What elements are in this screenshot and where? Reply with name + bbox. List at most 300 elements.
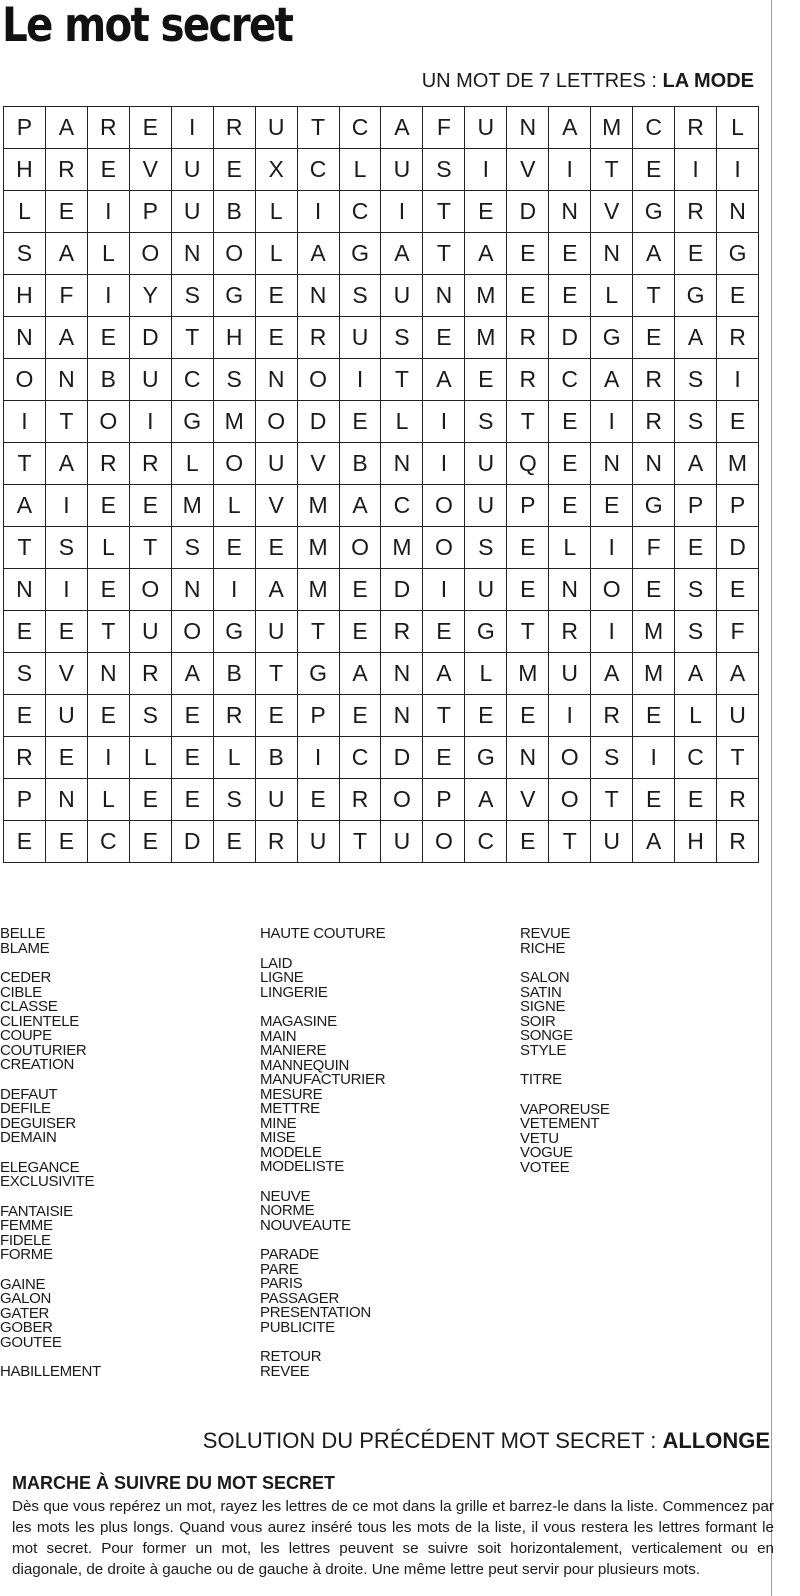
grid-cell[interactable]: L [4,191,46,233]
grid-cell[interactable]: O [4,359,46,401]
grid-cell[interactable]: M [465,317,507,359]
word-list-item[interactable]: PUBLICITE [260,1318,335,1336]
grid-cell[interactable]: E [633,149,675,191]
grid-cell[interactable]: D [549,317,591,359]
grid-cell[interactable]: S [130,695,172,737]
grid-cell[interactable]: E [172,737,214,779]
grid-cell[interactable]: I [423,443,465,485]
grid-cell[interactable]: H [675,821,717,863]
grid-cell[interactable]: C [88,821,130,863]
word-list-item[interactable]: VAPOREUSE [520,1100,610,1118]
grid-cell[interactable]: M [214,401,256,443]
word-list-item[interactable]: PRESENTATION [260,1304,371,1321]
word-list-item[interactable]: PARIS [260,1275,303,1292]
grid-cell[interactable]: N [423,275,465,317]
word-list-item[interactable]: VETEMENT [520,1115,600,1132]
grid-cell[interactable]: U [465,485,507,527]
grid-cell[interactable]: C [340,737,382,779]
grid-cell[interactable]: N [717,191,759,233]
grid-cell[interactable]: I [4,401,46,443]
grid-cell[interactable]: U [549,653,591,695]
grid-cell[interactable]: X [256,149,298,191]
grid-cell[interactable]: N [256,359,298,401]
grid-cell[interactable]: O [423,485,465,527]
grid-cell[interactable]: N [4,569,46,611]
grid-cell[interactable]: U [130,359,172,401]
word-list-item[interactable]: LAID [260,954,293,972]
grid-cell[interactable]: N [591,443,633,485]
grid-cell[interactable]: E [46,737,88,779]
word-list-item[interactable]: HABILLEMENT [0,1363,101,1380]
grid-cell[interactable]: G [675,275,717,317]
grid-cell[interactable]: U [465,443,507,485]
grid-cell[interactable]: P [4,107,46,149]
grid-cell[interactable]: R [214,107,256,149]
word-list-item[interactable]: MAGASINE [260,1013,337,1030]
grid-cell[interactable]: T [4,443,46,485]
grid-cell[interactable]: N [633,443,675,485]
grid-cell[interactable]: O [340,527,382,569]
grid-cell[interactable]: E [46,821,88,863]
grid-cell[interactable]: E [507,695,549,737]
grid-cell[interactable]: M [172,485,214,527]
grid-cell[interactable]: O [549,737,591,779]
grid-cell[interactable]: R [717,821,759,863]
grid-cell[interactable]: E [507,821,549,863]
word-list-item[interactable]: MISE [260,1129,296,1146]
grid-cell[interactable]: D [130,317,172,359]
grid-cell[interactable]: N [46,359,88,401]
grid-cell[interactable]: E [549,485,591,527]
grid-cell[interactable]: E [4,611,46,653]
grid-cell[interactable]: T [88,611,130,653]
grid-cell[interactable]: I [298,737,340,779]
grid-cell[interactable]: P [130,191,172,233]
grid-cell[interactable]: R [507,317,549,359]
word-list-item[interactable]: FEMME [0,1217,53,1234]
word-list-item[interactable]: SATIN [520,983,562,1001]
grid-cell[interactable]: C [633,107,675,149]
grid-cell[interactable]: O [423,527,465,569]
grid-cell[interactable]: Y [130,275,172,317]
grid-cell[interactable]: I [381,191,423,233]
word-list-item[interactable]: MANNEQUIN [260,1056,349,1074]
grid-cell[interactable]: E [465,359,507,401]
grid-cell[interactable]: I [88,275,130,317]
grid-cell[interactable]: F [46,275,88,317]
grid-cell[interactable]: L [465,653,507,695]
grid-cell[interactable]: L [549,527,591,569]
grid-cell[interactable]: R [88,443,130,485]
word-list-item[interactable]: GATER [0,1304,50,1322]
word-list-item[interactable]: NORME [260,1202,315,1219]
grid-cell[interactable]: V [591,191,633,233]
grid-cell[interactable]: L [88,527,130,569]
grid-cell[interactable]: P [507,485,549,527]
grid-cell[interactable]: M [298,527,340,569]
word-list-item[interactable]: VOGUE [520,1144,573,1161]
grid-cell[interactable]: G [172,401,214,443]
grid-cell[interactable]: N [549,569,591,611]
grid-cell[interactable]: T [633,275,675,317]
grid-cell[interactable]: A [381,233,423,275]
grid-cell[interactable]: E [130,485,172,527]
grid-cell[interactable]: H [4,275,46,317]
word-list-item[interactable]: LIGNE [260,969,304,986]
grid-cell[interactable]: T [4,527,46,569]
grid-cell[interactable]: O [298,359,340,401]
word-list-item[interactable]: REVEE [260,1362,310,1380]
grid-cell[interactable]: E [88,569,130,611]
grid-cell[interactable]: R [717,317,759,359]
grid-cell[interactable]: I [591,527,633,569]
grid-cell[interactable]: G [214,275,256,317]
grid-cell[interactable]: T [549,821,591,863]
word-list-item[interactable]: REVUE [520,925,571,942]
word-list-item[interactable]: DEFAUT [0,1085,58,1103]
word-list-item[interactable]: SOIR [520,1012,556,1030]
grid-cell[interactable]: A [256,569,298,611]
grid-cell[interactable]: A [717,653,759,695]
grid-cell[interactable]: A [423,653,465,695]
grid-cell[interactable]: S [172,275,214,317]
grid-cell[interactable]: I [46,485,88,527]
word-list-item[interactable]: ELEGANCE [0,1158,80,1176]
grid-cell[interactable]: B [214,191,256,233]
grid-cell[interactable]: H [214,317,256,359]
grid-cell[interactable]: T [423,191,465,233]
grid-cell[interactable]: R [130,653,172,695]
grid-cell[interactable]: I [130,401,172,443]
grid-cell[interactable]: R [591,695,633,737]
grid-cell[interactable]: S [675,569,717,611]
word-list-item[interactable]: DEGUISER [0,1114,76,1132]
grid-cell[interactable]: R [340,779,382,821]
grid-cell[interactable]: E [633,779,675,821]
grid-cell[interactable]: E [507,569,549,611]
word-list-item[interactable]: PARADE [260,1246,319,1263]
grid-cell[interactable]: I [172,107,214,149]
grid-cell[interactable]: T [340,821,382,863]
grid-cell[interactable]: T [591,149,633,191]
grid-cell[interactable]: G [465,737,507,779]
grid-cell[interactable]: I [633,737,675,779]
grid-cell[interactable]: A [633,233,675,275]
word-list-item[interactable]: MESURE [260,1085,323,1103]
grid-cell[interactable]: S [675,611,717,653]
grid-cell[interactable]: E [591,485,633,527]
grid-cell[interactable]: M [298,485,340,527]
grid-cell[interactable]: G [214,611,256,653]
grid-cell[interactable]: S [465,401,507,443]
grid-cell[interactable]: E [340,695,382,737]
word-list-item[interactable]: PASSAGER [260,1289,340,1307]
grid-cell[interactable]: A [46,107,88,149]
grid-cell[interactable]: U [717,695,759,737]
grid-cell[interactable]: A [591,359,633,401]
grid-cell[interactable]: T [298,611,340,653]
grid-cell[interactable]: R [381,611,423,653]
grid-cell[interactable]: S [423,149,465,191]
word-list-item[interactable]: GOBER [0,1319,53,1336]
grid-cell[interactable]: S [214,359,256,401]
grid-cell[interactable]: A [465,233,507,275]
grid-cell[interactable]: E [340,401,382,443]
grid-cell[interactable]: S [381,317,423,359]
grid-cell[interactable]: E [88,695,130,737]
word-list-item[interactable]: FIDELE [0,1231,51,1249]
grid-cell[interactable]: E [549,443,591,485]
word-list-item[interactable]: MINE [260,1114,297,1132]
grid-cell[interactable]: E [675,233,717,275]
grid-cell[interactable]: E [717,569,759,611]
grid-cell[interactable]: G [633,485,675,527]
grid-cell[interactable]: U [298,821,340,863]
grid-cell[interactable]: B [256,737,298,779]
word-list-item[interactable]: TITRE [520,1071,562,1088]
grid-cell[interactable]: O [591,569,633,611]
grid-cell[interactable]: V [130,149,172,191]
grid-cell[interactable]: E [214,821,256,863]
grid-cell[interactable]: T [423,233,465,275]
grid-cell[interactable]: U [172,191,214,233]
grid-cell[interactable]: C [381,485,423,527]
grid-cell[interactable]: L [172,443,214,485]
grid-cell[interactable]: N [381,695,423,737]
grid-cell[interactable]: I [675,149,717,191]
grid-cell[interactable]: E [130,779,172,821]
grid-cell[interactable]: U [256,779,298,821]
word-list-item[interactable]: GALON [0,1290,52,1307]
grid-cell[interactable]: I [549,695,591,737]
grid-cell[interactable]: N [172,569,214,611]
grid-cell[interactable]: L [256,191,298,233]
grid-cell[interactable]: R [675,107,717,149]
grid-cell[interactable]: S [172,527,214,569]
grid-cell[interactable]: C [465,821,507,863]
grid-cell[interactable]: R [4,737,46,779]
grid-cell[interactable]: S [214,779,256,821]
grid-cell[interactable]: E [717,401,759,443]
grid-cell[interactable]: N [591,233,633,275]
grid-cell[interactable]: U [465,107,507,149]
grid-cell[interactable]: F [717,611,759,653]
grid-cell[interactable]: F [423,107,465,149]
grid-cell[interactable]: E [172,779,214,821]
grid-cell[interactable]: I [88,191,130,233]
grid-cell[interactable]: G [717,233,759,275]
grid-cell[interactable]: E [46,611,88,653]
grid-cell[interactable]: O [214,233,256,275]
grid-cell[interactable]: E [633,695,675,737]
grid-cell[interactable]: T [591,779,633,821]
grid-cell[interactable]: S [46,527,88,569]
grid-cell[interactable]: T [130,527,172,569]
word-list-item[interactable]: SIGNE [520,998,566,1015]
grid-cell[interactable]: V [507,779,549,821]
grid-cell[interactable]: E [423,317,465,359]
grid-cell[interactable]: E [4,821,46,863]
grid-cell[interactable]: S [4,233,46,275]
grid-cell[interactable]: E [88,485,130,527]
grid-cell[interactable]: T [256,653,298,695]
grid-cell[interactable]: C [549,359,591,401]
grid-cell[interactable]: R [298,317,340,359]
grid-cell[interactable]: E [423,737,465,779]
word-list-item[interactable]: MAIN [260,1027,297,1045]
grid-cell[interactable]: I [46,569,88,611]
grid-cell[interactable]: R [88,107,130,149]
word-list-item[interactable]: MODELISTE [260,1158,344,1175]
grid-cell[interactable]: E [130,821,172,863]
grid-cell[interactable]: S [340,275,382,317]
word-list-item[interactable]: RETOUR [260,1348,322,1365]
grid-cell[interactable]: U [465,569,507,611]
word-list-item[interactable]: LINGERIE [260,983,328,1001]
grid-cell[interactable]: E [340,611,382,653]
grid-cell[interactable]: E [507,275,549,317]
grid-cell[interactable]: O [172,611,214,653]
word-list-item[interactable]: NOUVEAUTE [260,1216,351,1234]
word-list-item[interactable]: CREATION [0,1056,74,1073]
grid-cell[interactable]: R [46,149,88,191]
grid-cell[interactable]: F [633,527,675,569]
grid-cell[interactable]: B [340,443,382,485]
grid-cell[interactable]: P [675,485,717,527]
grid-cell[interactable]: T [717,737,759,779]
grid-cell[interactable]: A [549,107,591,149]
grid-cell[interactable]: N [381,443,423,485]
grid-cell[interactable]: E [130,107,172,149]
grid-cell[interactable]: N [507,737,549,779]
grid-cell[interactable]: A [340,485,382,527]
word-list-item[interactable]: DEMAIN [0,1129,57,1146]
grid-cell[interactable]: R [214,695,256,737]
grid-cell[interactable]: G [633,191,675,233]
word-list-item[interactable]: EXCLUSIVITE [0,1173,95,1190]
grid-cell[interactable]: E [675,527,717,569]
grid-cell[interactable]: U [130,611,172,653]
grid-cell[interactable]: O [130,569,172,611]
grid-cell[interactable]: R [633,401,675,443]
grid-cell[interactable]: T [172,317,214,359]
grid-cell[interactable]: I [717,359,759,401]
grid-cell[interactable]: L [214,737,256,779]
grid-cell[interactable]: A [675,443,717,485]
word-list-item[interactable]: VETU [520,1129,559,1147]
grid-cell[interactable]: I [214,569,256,611]
word-list-item[interactable]: BLAME [0,939,50,957]
grid-cell[interactable]: V [298,443,340,485]
grid-cell[interactable]: O [423,821,465,863]
grid-cell[interactable]: E [256,317,298,359]
grid-cell[interactable]: U [381,275,423,317]
grid-cell[interactable]: M [465,275,507,317]
grid-cell[interactable]: A [423,359,465,401]
grid-cell[interactable]: N [46,779,88,821]
grid-cell[interactable]: C [675,737,717,779]
grid-cell[interactable]: E [172,695,214,737]
grid-cell[interactable]: E [214,149,256,191]
word-list-item[interactable]: MANUFACTURIER [260,1071,386,1088]
grid-cell[interactable]: D [381,569,423,611]
grid-cell[interactable]: E [549,275,591,317]
grid-cell[interactable]: I [298,191,340,233]
grid-cell[interactable]: I [591,611,633,653]
grid-cell[interactable]: I [591,401,633,443]
grid-cell[interactable]: E [88,317,130,359]
grid-cell[interactable]: A [465,779,507,821]
word-list-item[interactable]: DEFILE [0,1100,51,1117]
grid-cell[interactable]: N [549,191,591,233]
grid-cell[interactable]: I [717,149,759,191]
word-list-item[interactable]: FANTAISIE [0,1202,73,1220]
grid-cell[interactable]: A [4,485,46,527]
grid-cell[interactable]: E [256,275,298,317]
grid-cell[interactable]: M [591,107,633,149]
grid-cell[interactable]: R [549,611,591,653]
grid-cell[interactable]: U [256,443,298,485]
grid-cell[interactable]: E [88,149,130,191]
grid-cell[interactable]: A [46,443,88,485]
grid-cell[interactable]: E [675,779,717,821]
grid-cell[interactable]: S [4,653,46,695]
grid-cell[interactable]: P [423,779,465,821]
grid-cell[interactable]: S [675,359,717,401]
grid-cell[interactable]: A [675,653,717,695]
grid-cell[interactable]: A [46,233,88,275]
grid-cell[interactable]: V [256,485,298,527]
grid-cell[interactable]: P [717,485,759,527]
grid-cell[interactable]: A [591,653,633,695]
grid-cell[interactable]: N [381,653,423,695]
grid-cell[interactable]: I [340,359,382,401]
grid-cell[interactable]: O [88,401,130,443]
grid-cell[interactable]: L [88,233,130,275]
word-list-item[interactable]: CEDER [0,969,52,986]
grid-cell[interactable]: U [172,149,214,191]
grid-cell[interactable]: S [675,401,717,443]
grid-cell[interactable]: E [465,191,507,233]
grid-cell[interactable]: H [4,149,46,191]
grid-cell[interactable]: I [465,149,507,191]
grid-cell[interactable]: M [381,527,423,569]
grid-cell[interactable]: V [46,653,88,695]
word-list-item[interactable]: COUTURIER [0,1041,87,1059]
grid-cell[interactable]: T [381,359,423,401]
word-list-item[interactable]: COUPE [0,1027,52,1044]
grid-cell[interactable]: E [507,527,549,569]
grid-cell[interactable]: L [340,149,382,191]
grid-cell[interactable]: L [591,275,633,317]
grid-cell[interactable]: A [633,821,675,863]
grid-cell[interactable]: E [507,233,549,275]
grid-cell[interactable]: D [507,191,549,233]
grid-cell[interactable]: E [465,695,507,737]
grid-cell[interactable]: E [256,695,298,737]
grid-cell[interactable]: D [717,527,759,569]
grid-cell[interactable]: A [172,653,214,695]
grid-cell[interactable]: U [591,821,633,863]
grid-cell[interactable]: M [717,443,759,485]
grid-cell[interactable]: U [340,317,382,359]
grid-cell[interactable]: L [675,695,717,737]
grid-cell[interactable]: U [46,695,88,737]
grid-cell[interactable]: A [46,317,88,359]
grid-cell[interactable]: I [88,737,130,779]
word-list-item[interactable]: CIBLE [0,983,42,1001]
grid-cell[interactable]: C [340,107,382,149]
